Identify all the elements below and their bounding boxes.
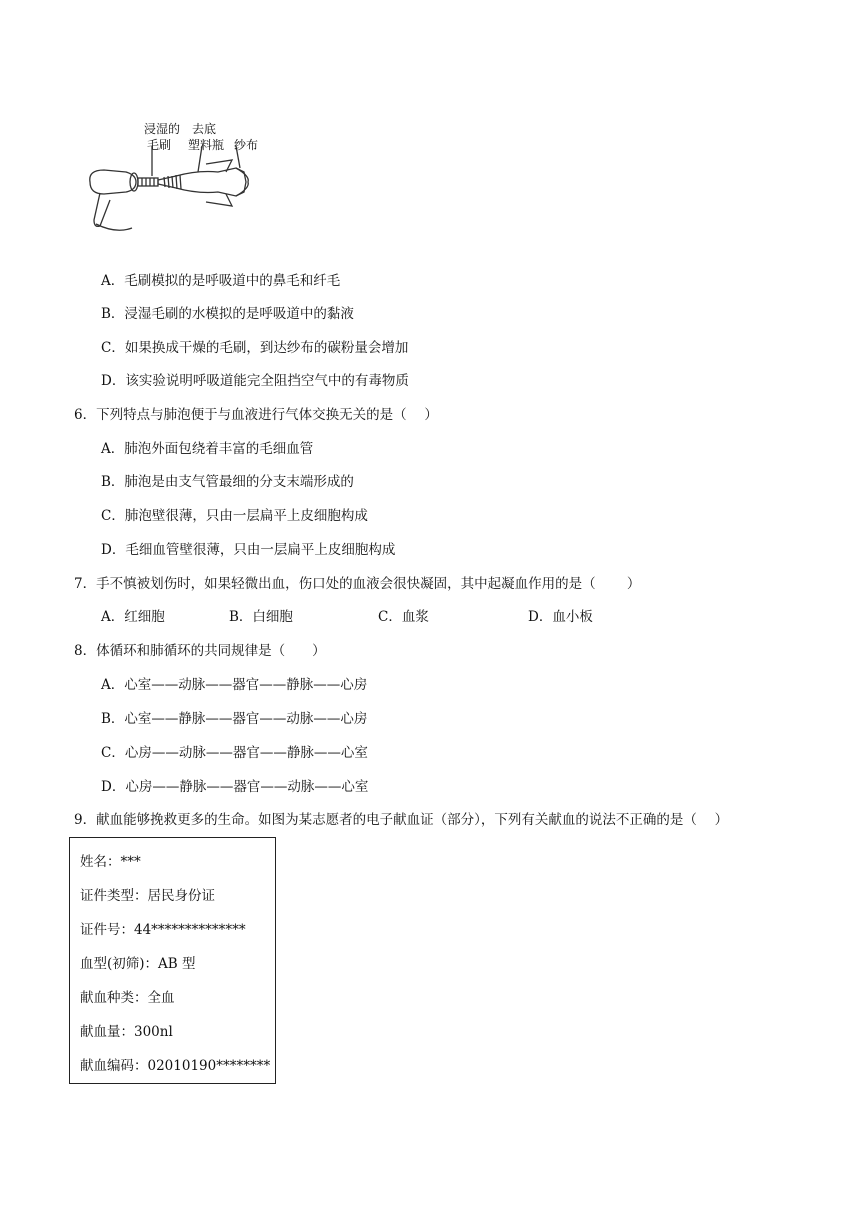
q5-option-c: C．如果换成干燥的毛刷，到达纱布的碳粉量会增加 [101, 340, 409, 356]
q6-option-b: B．肺泡是由支气管最细的分支末端形成的 [101, 474, 354, 490]
q8-stem: 8．体循环和肺循环的共同规律是（ ） [74, 643, 326, 659]
q8-option-c: C．心房——动脉——器官——静脉——心室 [101, 745, 368, 761]
q6-stem: 6．下列特点与肺泡便于与血液进行气体交换无关的是（ ） [74, 407, 438, 423]
figure-label-bottomless: 去底 [192, 122, 217, 136]
card-name: 姓名：*** [80, 854, 141, 870]
figure-label-plastic-bottle: 塑料瓶 [188, 138, 225, 152]
experiment-figure [86, 120, 286, 240]
card-donation-code: 献血编码：02010190******** [80, 1058, 271, 1074]
card-donation-type: 献血种类：全血 [80, 990, 175, 1006]
blood-donation-card [69, 837, 276, 1084]
card-id-number: 证件号：44************** [80, 922, 246, 938]
figure-label-wet: 浸湿的 [144, 122, 181, 136]
q8-option-b: B．心室——静脉——器官——动脉——心房 [101, 711, 368, 727]
q5-option-d: D．该实验说明呼吸道能完全阻挡空气中的有毒物质 [101, 373, 409, 389]
card-id-type: 证件类型：居民身份证 [80, 888, 215, 904]
q7-option-b: B．白细胞 [229, 609, 293, 625]
q5-option-b: B．浸湿毛刷的水模拟的是呼吸道中的黏液 [101, 306, 354, 322]
q8-option-a: A．心室——动脉——器官——静脉——心房 [101, 677, 368, 693]
q5-option-a: A．毛刷模拟的是呼吸道中的鼻毛和纤毛 [101, 273, 341, 289]
q7-option-c: C．血浆 [378, 609, 429, 625]
q6-option-c: C．肺泡壁很薄，只由一层扁平上皮细胞构成 [101, 508, 368, 524]
card-donation-volume: 献血量：300nl [80, 1024, 173, 1040]
q6-option-d: D．毛细血管壁很薄，只由一层扁平上皮细胞构成 [101, 542, 396, 558]
q9-stem: 9．献血能够挽救更多的生命。如图为某志愿者的电子献血证（部分），下列有关献血的说法不正确的是（ ） [74, 812, 729, 828]
q8-option-d: D．心房——静脉——器官——动脉——心室 [101, 779, 369, 795]
card-blood-type: 血型(初筛)：AB 型 [80, 956, 196, 972]
figure-label-gauze: 纱布 [234, 138, 259, 152]
q6-option-a: A．肺泡外面包绕着丰富的毛细血管 [101, 441, 314, 457]
q7-stem: 7．手不慎被划伤时，如果轻微出血，伤口处的血液会很快凝固，其中起凝血作用的是（ ） [74, 576, 641, 592]
q7-option-a: A．红细胞 [101, 609, 165, 625]
figure-label-brush: 毛刷 [147, 138, 172, 152]
q7-option-d: D．血小板 [528, 609, 593, 625]
